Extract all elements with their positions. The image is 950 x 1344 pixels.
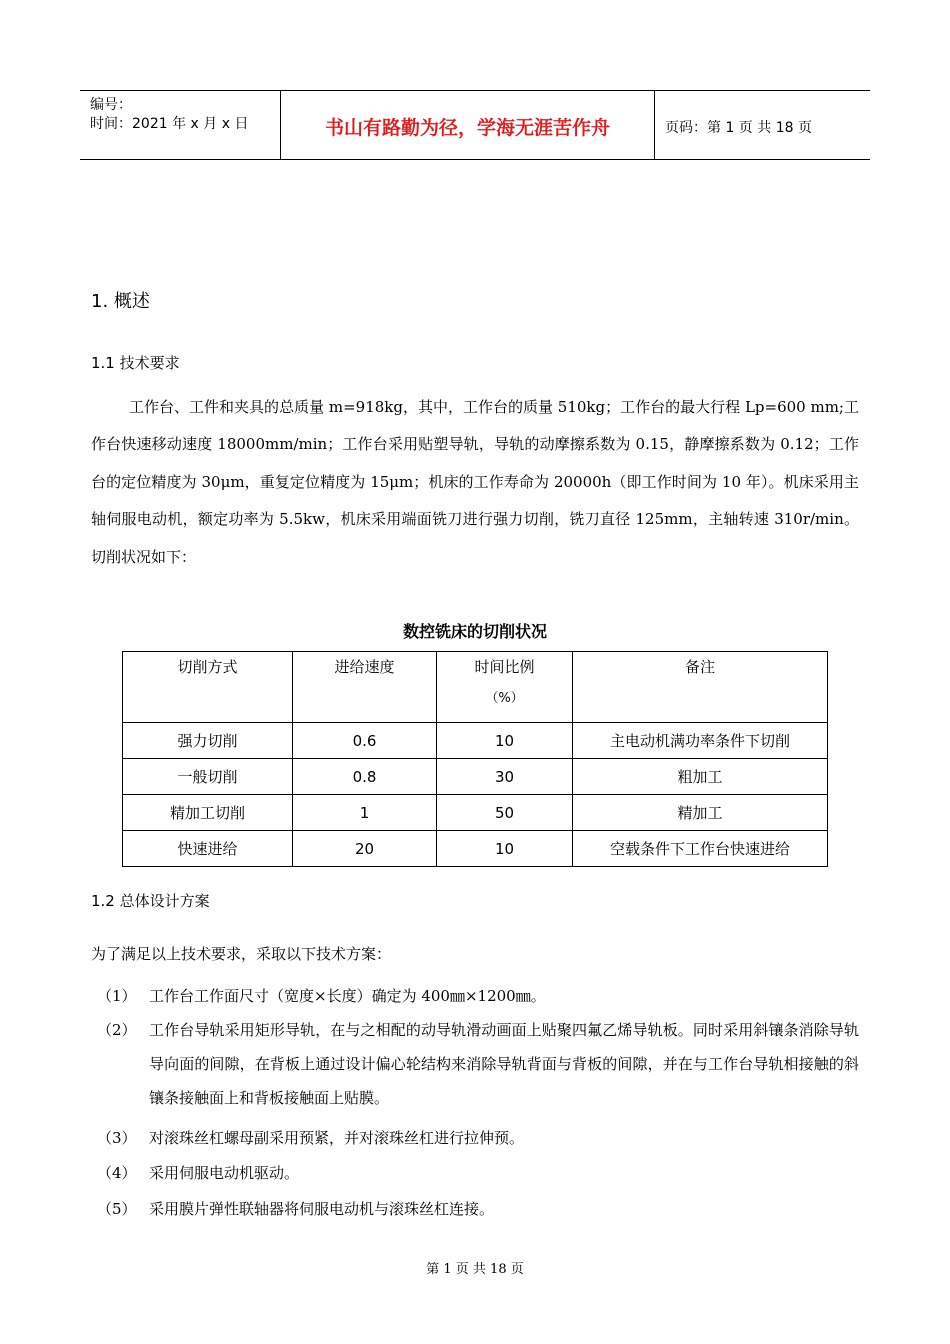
- table-header-cell: 备注: [573, 652, 828, 723]
- list-item: [91, 979, 859, 1013]
- list-item-number: （5）: [97, 1200, 137, 1218]
- time-label: 时间：2021 年 x 月 x 日: [90, 116, 249, 132]
- subsection-title-design-plan: 1.2 总体设计方案: [91, 892, 210, 910]
- motto: 书山有路勤为径，学海无涯苦作舟: [324, 117, 610, 139]
- page-info: 页码：第 1 页 共 18 页: [665, 120, 812, 136]
- table-caption: 数控铣床的切削状况: [402, 622, 547, 641]
- table-cell: 0.8: [293, 759, 437, 795]
- list-item-text: 采用膜片弹性联轴器将伺服电动机与滚珠丝杠连接。: [149, 1200, 495, 1218]
- table-header-row: [123, 652, 828, 723]
- header-meta-cell: [80, 91, 281, 159]
- table-cell: 精加工: [573, 795, 828, 831]
- table-header-unit: （%）: [485, 691, 524, 706]
- table-cell: 快速进给: [123, 831, 293, 867]
- table-row: [123, 795, 828, 831]
- table-cell: 0.6: [293, 723, 437, 759]
- list-item-text: 采用伺服电动机驱动。: [149, 1164, 300, 1182]
- table-cell: 一般切削: [123, 759, 293, 795]
- tech-requirements-paragraph: [91, 389, 859, 576]
- header-page-cell: [655, 91, 870, 159]
- list-item-number: （3）: [97, 1129, 137, 1147]
- table-row: [123, 831, 828, 867]
- table-cell: 10: [437, 831, 573, 867]
- table-cell: 1: [293, 795, 437, 831]
- table-cell: 空载条件下工作台快速进给: [573, 831, 828, 867]
- table-cell: 10: [437, 723, 573, 759]
- design-plan-intro: 为了满足以上技术要求，采取以下技术方案：: [91, 945, 392, 963]
- cutting-conditions-table: [122, 651, 828, 867]
- table-cell: 精加工切削: [123, 795, 293, 831]
- list-item-text: 对滚珠丝杠螺母副采用预紧，并对滚珠丝杠进行拉伸预。: [149, 1129, 525, 1147]
- subsection-title-tech-requirements: 1.1 技术要求: [91, 354, 180, 372]
- table-header-cell: 切削方式: [123, 652, 293, 723]
- section-title: 1. 概述: [91, 291, 150, 312]
- table-cell: 20: [293, 831, 437, 867]
- list-item: [91, 1121, 859, 1155]
- table-cell: 强力切削: [123, 723, 293, 759]
- table-cell: 30: [437, 759, 573, 795]
- table-header-text: 时间比例: [474, 658, 535, 676]
- table-cell: 粗加工: [573, 759, 828, 795]
- document-header: [80, 90, 870, 160]
- list-item-number: （4）: [97, 1164, 137, 1182]
- list-item-number: （2）: [97, 1021, 137, 1039]
- table-header-cell: 进给速度: [293, 652, 437, 723]
- list-item: [91, 1013, 859, 1115]
- table-cell: 主电动机满功率条件下切削: [573, 723, 828, 759]
- table-cell: 50: [437, 795, 573, 831]
- page-footer: 第 1 页 共 18 页: [426, 1262, 524, 1277]
- list-item-text: 工作台工作面尺寸（宽度×长度）确定为 400㎜×1200㎜。: [149, 987, 546, 1005]
- table-header-cell-time-ratio: [437, 652, 573, 723]
- header-motto-cell: [281, 91, 655, 159]
- list-item: [91, 1192, 859, 1226]
- number-label: 编号：: [90, 97, 132, 113]
- list-item-number: （1）: [97, 987, 137, 1005]
- list-item: [91, 1156, 859, 1190]
- table-row: [123, 759, 828, 795]
- list-item-text: 工作台导轨采用矩形导轨，在与之相配的动导轨滑动画面上贴聚四氟乙烯导轨板。同时采用斜镶条消除导轨导向面的间隙，在背板上通过设计偏心轮结构来消除导轨背面与背板的间隙，并在与工作台导轨相接触的斜镶条接触面上和背板接触面上贴膜。: [149, 1021, 859, 1107]
- table-row: [123, 723, 828, 759]
- paragraph-text: 工作台、工件和夹具的总质量 m=918kg，其中，工作台的质量 510kg；工作台的最大行程 Lp=600 mm;工作台快速移动速度 18000mm/min；工作台采用贴塑导轨，导轨的动摩擦系数为 0.15，静摩擦系数为 0.12；工作台的定位精度为 30μm，重复定位精度为 15μm；机床的工作寿命为 20000h（即工作时间为 10 年）。机床采用主轴伺服电动机，额定功率为 5.5kw，机床采用端面铣刀进行强力切削，铣刀直径 125mm，主轴转速 310r/min。切削状况如下：: [91, 398, 859, 566]
